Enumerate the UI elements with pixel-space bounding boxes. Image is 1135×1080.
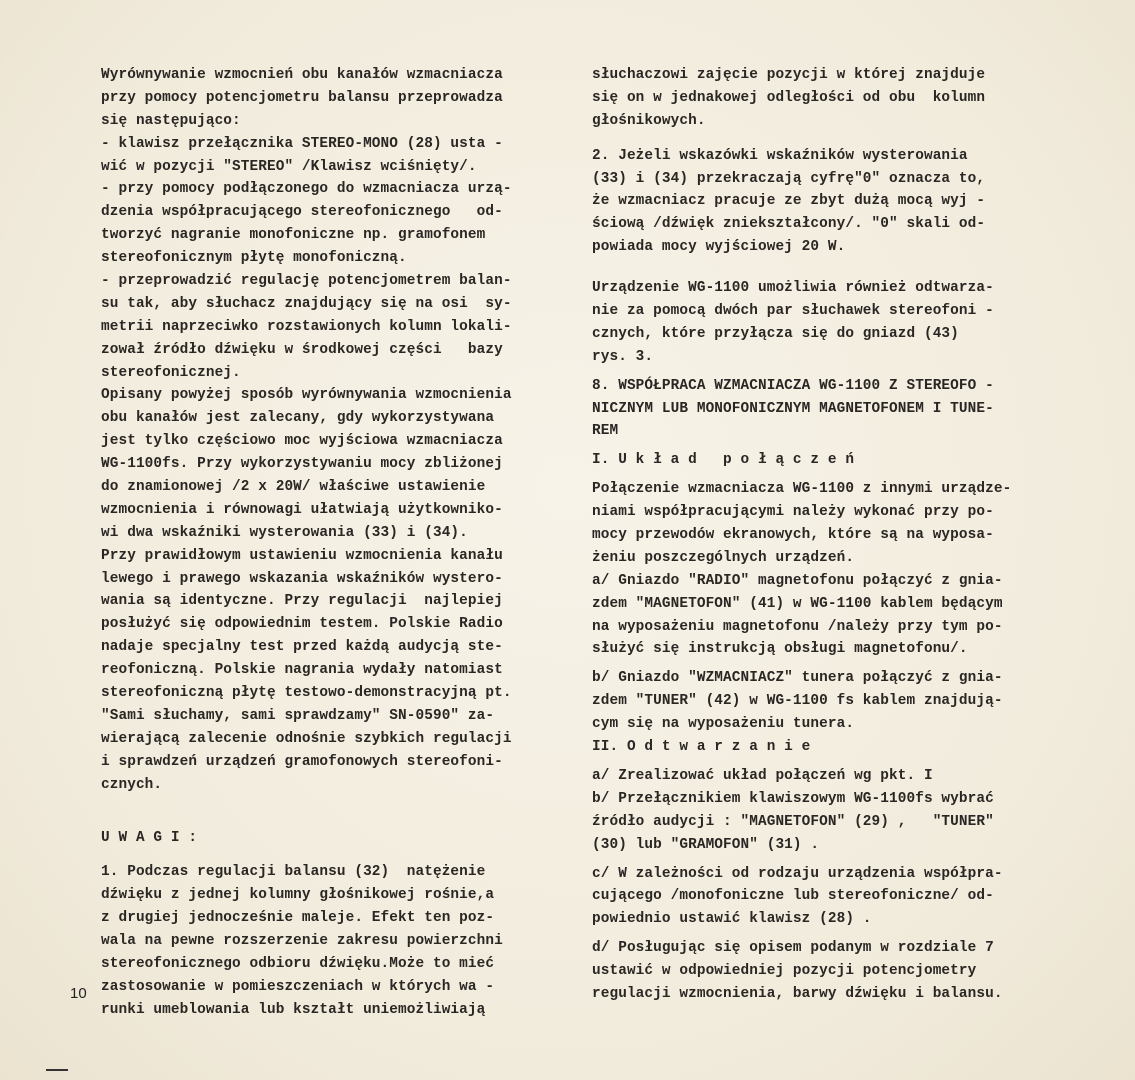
- spacer: [592, 133, 1032, 145]
- text-line: a/ Zrealizować układ połączeń wg pkt. I: [592, 767, 933, 784]
- text-line: (33) i (34) przekraczają cyfrę"0" oznacza to,: [592, 170, 986, 187]
- text-line: zastosowanie w pomieszczeniach w których wa -: [101, 978, 495, 995]
- text-line: nie za pomocą dwóch par słuchawek stereofoni -: [592, 303, 994, 320]
- text-line: się następująco:: [101, 112, 241, 129]
- text-line: - przy pomocy podłączonego do wzmacniacza urzą-: [101, 181, 512, 198]
- text-line: reofoniczną. Polskie nagrania wydały natomiast: [101, 662, 503, 679]
- text-line: z drugiej jednocześnie maleje. Efekt ten poz-: [101, 910, 495, 927]
- text-line: runki umeblowania lub kształt uniemożliwiają: [101, 1001, 486, 1018]
- spacer: [592, 259, 1032, 277]
- text-line: wala na pewne rozszerzenie zakresu powierzchni: [101, 933, 503, 950]
- text-line: (30) lub "GRAMOFON" (31) .: [592, 836, 820, 853]
- text-line: Wyrównywanie wzmocnień obu kanałów wzmacniacza: [101, 67, 503, 83]
- right-column: [592, 64, 1032, 1006]
- text-line: cznych, które przyłącza się do gniazd (43): [592, 325, 959, 342]
- text-line: 2. Jeżeli wskazówki wskaźników wysterowania: [592, 147, 968, 164]
- bottom-rule: [46, 1069, 68, 1071]
- section-heading-8: 8. WSPÓŁPRACA WZMACNIACZA WG-1100 Z STEREOFO -: [592, 377, 994, 394]
- text-line: tworzyć nagranie monofoniczne np. gramofonem: [101, 227, 486, 244]
- text-line: cym się na wyposażeniu tunera.: [592, 716, 855, 733]
- text-line: - przeprowadzić regulację potencjometrem balan-: [101, 273, 512, 290]
- text-line: WG-1100fs. Przy wykorzystywaniu mocy zbliżonej: [101, 456, 503, 473]
- text-line: głośnikowych.: [592, 112, 706, 129]
- text-line: się on w jednakowej odległości od obu kolumn: [592, 89, 986, 106]
- text-line: dzenia współpracującego stereofonicznego od-: [101, 204, 503, 221]
- text-line: regulacji wzmocnienia, barwy dźwięku i balansu.: [592, 985, 1003, 1002]
- text-line: - klawisz przełącznika STEREO-MONO (28) usta -: [101, 135, 503, 152]
- subsection-heading-odtwarzanie: II. O d t w a r z a n i e: [592, 739, 811, 756]
- text-line: posłużyć się odpowiednim testem. Polskie Radio: [101, 616, 503, 633]
- text-line: a/ Gniazdo "RADIO" magnetofonu połączyć z gnia-: [592, 572, 1003, 589]
- section-heading-8: REM: [592, 423, 619, 440]
- text-line: "Sami słuchamy, sami sprawdzamy" SN-0590" za-: [101, 707, 495, 724]
- text-line: stereofoniczną płytę testowo-demonstracyjną pt.: [101, 685, 512, 702]
- text-line: powiednio ustawić klawisz (28) .: [592, 911, 872, 928]
- text-line: powiada mocy wyjściowej 20 W.: [592, 239, 846, 256]
- section-heading-uwagi: U W A G I :: [101, 829, 198, 846]
- text-line: i sprawdzeń urządzeń gramofonowych stereofoni-: [101, 753, 503, 770]
- text-line: słuchaczowi zajęcie pozycji w której znajduje: [592, 67, 986, 83]
- text-line: do znamionowej /2 x 20W/ właściwe ustawienie: [101, 479, 486, 496]
- text-line: obu kanałów jest zalecany, gdy wykorzystywana: [101, 410, 495, 427]
- text-line: dźwięku z jednej kolumny głośnikowej rośnie,a: [101, 887, 495, 904]
- text-line: cującego /monofoniczne lub stereofoniczne/ od-: [592, 888, 994, 905]
- subsection-heading-uklad: I. U k ł a d p o ł ą c z e ń: [592, 452, 855, 469]
- text-line: Przy prawidłowym ustawieniu wzmocnienia kanału: [101, 547, 503, 564]
- text-line: Urządzenie WG-1100 umożliwia również odtwarza-: [592, 280, 994, 297]
- text-line: przy pomocy potencjometru balansu przeprowadza: [101, 89, 503, 106]
- text-line: stereofonicznego odbioru dźwięku.Może to mieć: [101, 955, 495, 972]
- text-line: że wzmacniacz pracuje ze zbyt dużą mocą wyj -: [592, 193, 986, 210]
- text-line: lewego i prawego wskazania wskaźników wystero-: [101, 570, 503, 587]
- section-heading-8: NICZNYM LUB MONOFONICZNYM MAGNETOFONEM I TUNE-: [592, 400, 994, 417]
- text-line: 1. Podczas regulacji balansu (32) natężenie: [101, 864, 486, 881]
- text-line: wi dwa wskaźniki wysterowania (33) i (34).: [101, 524, 468, 541]
- text-line: mocy przewodów ekranowych, które są na wyposa-: [592, 527, 994, 544]
- text-line: niami współpracującymi należy wykonać przy po-: [592, 504, 994, 521]
- text-line: wierającą zalecenie odnośnie szybkich regulacji: [101, 730, 512, 747]
- text-line: zował źródło dźwięku w środkowej części bazy: [101, 341, 503, 358]
- text-line: wzmocnienia i równowagi ułatwiają użytkowniko-: [101, 501, 503, 518]
- text-line: metrii naprzeciwko rozstawionych kolumn lokali-: [101, 318, 512, 335]
- spacer: [101, 849, 541, 861]
- text-line: Opisany powyżej sposób wyrównywania wzmocnienia: [101, 387, 512, 404]
- text-line: ustawić w odpowiedniej pozycji potencjometry: [592, 963, 977, 980]
- text-line: c/ W zależności od rodzaju urządzenia współpra-: [592, 865, 1003, 882]
- spacer: [101, 797, 541, 827]
- text-line: b/ Przełącznikiem klawiszowym WG-1100fs wybrać: [592, 790, 994, 807]
- text-line: zdem "MAGNETOFON" (41) w WG-1100 kablem będącym: [592, 595, 1003, 612]
- text-line: stereofonicznej.: [101, 364, 241, 381]
- page-number: 10: [70, 985, 87, 1002]
- text-line: d/ Posługując się opisem podanym w rozdziale 7: [592, 940, 994, 957]
- text-line: stereofonicznym płytę monofoniczną.: [101, 250, 407, 267]
- text-line: źródło audycji : "MAGNETOFON" (29) , "TUNER": [592, 813, 994, 830]
- text-line: rys. 3.: [592, 348, 654, 365]
- text-line: wania są identyczne. Przy regulacji najlepiej: [101, 593, 503, 610]
- text-line: żeniu poszczególnych urządzeń.: [592, 549, 855, 566]
- left-column: [101, 64, 541, 1022]
- text-line: na wyposażeniu magnetofonu /należy przy tym po-: [592, 618, 1003, 635]
- text-line: cznych.: [101, 776, 163, 793]
- text-line: jest tylko częściowo moc wyjściowa wzmacniacza: [101, 433, 503, 450]
- text-line: nadaje specjalny test przed każdą audycją ste-: [101, 639, 503, 656]
- text-line: Połączenie wzmacniacza WG-1100 z innymi urządze-: [592, 481, 1012, 498]
- text-line: służyć się instrukcją obsługi magnetofonu/.: [592, 641, 968, 658]
- text-line: zdem "TUNER" (42) w WG-1100 fs kablem znajdują-: [592, 693, 1003, 710]
- text-line: su tak, aby słuchacz znajdujący się na osi sy-: [101, 295, 512, 312]
- text-line: wić w pozycji "STEREO" /Klawisz wciśnięty/.: [101, 158, 477, 175]
- text-line: b/ Gniazdo "WZMACNIACZ" tunera połączyć z gnia-: [592, 670, 1003, 687]
- text-line: ściową /dźwięk zniekształcony/. "0" skali od-: [592, 216, 986, 233]
